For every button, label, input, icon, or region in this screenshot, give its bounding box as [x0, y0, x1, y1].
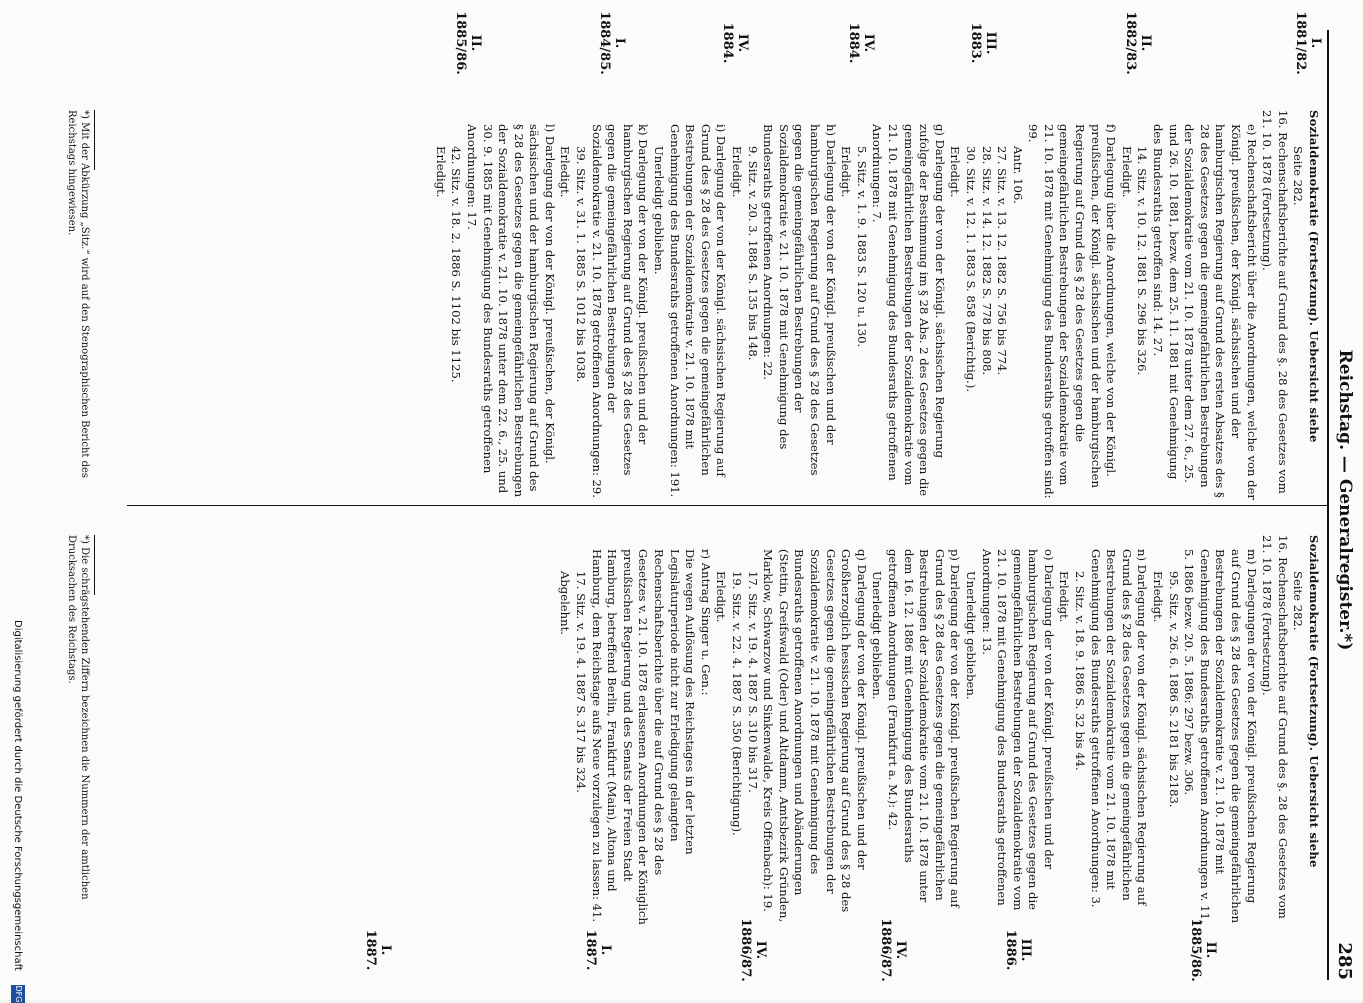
entry-e: e) Rechenschaftsbericht über die Anordnungen, welche von der Königl. preußischen, der Königl. sächsischen und der hamburgischen Regierung auf Grund des ersten Absatzes des § 28 des Gesetzes gegen die gemeingefährlichen Bestrebungen der Sozialdemokratie vom 21. 10. 1878 unter dem 27. 6., 25. und 26. 10. 1881, bezw. dem 25. 11. 1881 mit Genehmigung des Bundesraths getroffen sind: 14. 27.	[1151, 124, 1259, 500]
status: Erledigt.	[558, 146, 573, 198]
sitting-ref: 17. Sitz. v. 19. 4. 1887 S. 317 bis 324.	[574, 571, 589, 793]
status: Erledigt.	[1057, 571, 1072, 623]
status: Abgelehnt.	[558, 571, 573, 635]
sitting-ref: 2. Sitz. v. 18. 9. 1886 S. 32 bis 44.	[1073, 571, 1088, 771]
status: Erledigt.	[1151, 571, 1166, 623]
session-marker: IV. 1886/87.	[878, 918, 908, 982]
session-marker: I. 1887.	[583, 929, 613, 971]
status: Erledigt.	[433, 146, 448, 198]
session-marker: II. 1882/83.	[1123, 11, 1153, 75]
session-marker: III. 1883.	[968, 22, 998, 64]
entry-n: n) Darlegung der von der Königl. sächsischen Regierung auf Grund des § 28 des Gesetzes gegen die gemeingefährlichen Bestrebungen der Sozialdemokratie vom 21. 10. 1878 mit Genehmigung des Bundesraths getroffenen Anordnungen: 3.	[1088, 549, 1150, 908]
motion-ref: Antr. 106.	[1010, 146, 1025, 204]
status: Unerledigt geblieben.	[870, 571, 885, 700]
footnote-right: *) Die schrägstehenden Ziffern bezeichnen die Nummern der amtlichen Drucksachen des Reichstags.	[66, 535, 90, 900]
sitting-ref: 27. Sitz. v. 13. 12. 1882 S. 756 bis 774.	[995, 146, 1010, 376]
sitting-ref: 14. Sitz. v. 10. 12. 1881 S. 296 bis 326.	[1135, 146, 1150, 376]
session-marker: IV. 1886/87.	[738, 918, 768, 982]
entry-m: m) Darlegungen der von der Königl. preußischen Regierung auf Grund des § 28 des Gesetzes gegen die gemeingefährlichen Bestrebungen der Sozialdemokratie v. 21. 10. 1878 mit Genehmigung des Bundesraths getroffenen Anordnungen v. 11. 5. 1886 bezw. 20. 5. 1886: 297 bezw. 306.	[1182, 549, 1259, 924]
sitting-ref: 30. Sitz. v. 12. 1. 1883 S. 858 (Berichtig.).	[963, 146, 978, 393]
footnote-rule	[94, 535, 95, 595]
subsection-heading: 16. Rechenschaftsberichte auf Grund des §. 28 des Gesetzes vom 21. 10. 1878 (Fortsetzung).	[1260, 535, 1290, 919]
session-marker: II. 1885/86.	[453, 11, 483, 75]
entry-g: g) Darlegung der von der Königl. sächsischen Regierung zufolge der Bestimmung im § 28 Abs. 2 des Gesetzes gegen die gemeingefährlichen Bestrebungen der Sozialdemokratie vom 21. 10. 1878 mit Genehmigung des Bundesraths getroffenen Anordnungen: 7.	[870, 124, 947, 497]
status: Unerledigt geblieben.	[963, 571, 978, 700]
motion-text: Die wegen Auflösung des Reichstages in der letzten Legislaturperiode nicht zur Erledigung gelangten Rechenschaftsberichte über die auf Grund des § 28 des Gesetzes v. 21. 10. 1878 erlassenen Anordnungen der Königlich preußischen Regierung und des Senats der Freien Stadt Hamburg, betreffend Berlin, Frankfurt (Main), Altona und Hamburg, dem Reichstage aufs Neue vorzulegen zu lassen: 41.	[589, 549, 698, 925]
session-marker: IV. 1884.	[720, 22, 750, 64]
entry-p: p) Darlegung der von der Königl. preußischen Regierung auf Grund des § 28 des Gesetzes gegen die gemeingefährlichen Bestrebungen der Sozialdemokratie vom 21. 10. 1878 unter dem 16. 12. 1886 mit Genehmigung des Bundesraths getroffenen Anordnungen (Frankfurt a. M.): 42.	[885, 549, 963, 908]
session-marker: I. 1887.	[363, 929, 393, 971]
footnote-rule	[94, 110, 95, 170]
entry-r: r) Antrag Singer u. Gen.:	[698, 549, 713, 696]
entry-o: o) Darlegung der von der Königl. preußischen und der hamburgischen Regierung auf Grund des Gesetzes gegen die gemeingefährlichen Bestrebungen der Sozialdemokratie vom 21. 10. 1878 mit Genehmigung des Bundesraths getroffenen Anordnungen: 13.	[979, 549, 1056, 911]
section-heading: Sozialdemokratie (Fortsetzung). Uebersicht siehe	[1307, 535, 1321, 868]
left-column	[432, 110, 1321, 500]
running-head	[1329, 0, 1355, 1000]
session-marker: I. 1881/82.	[1293, 11, 1323, 75]
session-marker: II. 1885/86.	[1188, 918, 1218, 982]
digitization-credit: Digitalisierung gefördert durch die Deutsche Forschungsgemeinschaft	[12, 620, 23, 971]
column-divider	[127, 505, 1327, 506]
dfg-logo: DFG	[11, 985, 25, 1003]
sitting-ref: 39. Sitz. v. 31. 1. 1885 S. 1012 bis 1038.	[574, 146, 589, 383]
right-column	[557, 535, 1321, 925]
entry-l: l) Darlegung der von der Königl. preußischen, der Königl. sächsischen und der hamburgischen Regierung auf Grund des § 28 des Gesetzes gegen die gemeingefährlichen Bestrebungen der Sozialdemokratie v. 21. 10. 1878 unter dem 22. 6., 25. und 30. 9. 1885 mit Genehmigung des Bundesraths getroffenen Anordnungen: 17.	[464, 124, 557, 498]
text-line: Seite 282.	[1291, 571, 1306, 631]
header-rule	[1327, 30, 1329, 980]
sitting-ref: 42. Sitz. v. 18. 2. 1886 S. 1102 bis 1125.	[449, 146, 464, 383]
subsection-heading: 16. Rechenschaftsberichte auf Grund des §. 28 des Gesetzes vom 21. 10. 1878 (Fortsetzung).	[1260, 110, 1290, 494]
status: Erledigt.	[714, 571, 729, 623]
entry-q: q) Darlegung der von der Königl. preußischen und der Großherzoglich hessischen Regierung auf Grund des § 28 des Gesetzes gegen die gemeingefährlichen Bestrebungen der Sozialdemokratie v. 21. 10. 1878 mit Genehmigung des Bundesraths getroffenen Anordnungen und Abänderungen (Stettin, Greifswald (Oder) und Altdamm, Amtsbezirk Gründen, Marklow, Schwarzow und Sinkenwalde, Kreis Offenbach): 19.	[761, 549, 869, 923]
session-marker: IV. 1884.	[846, 22, 876, 64]
session-marker: I. 1884/85.	[597, 11, 627, 75]
section-heading: Sozialdemokratie (Fortsetzung). Uebersicht siehe	[1307, 110, 1321, 443]
entry-i: i) Darlegung der von der Königl. sächsischen Regierung auf Grund des § 28 des Gesetzes gegen die gemeingefährlichen Bestrebungen der Sozialdemokratie v. 21. 10. 1878 mit Genehmigung des Bundesraths getroffenen Anordnungen: 191.	[667, 124, 729, 498]
status: Erledigt.	[839, 146, 854, 198]
entry-k: k) Darlegung der von der Königl. preußischen und der hamburgischen Regierung auf Grund des § 28 des Gesetzes gegen die gemeingefährlichen Bestrebungen der Sozialdemokratie v. 21. 10. 1878 getroffenen Anordnungen: 29.	[589, 124, 651, 498]
sitting-ref: 17. Sitz. v. 19. 4. 1887 S. 310 bis 317.	[745, 571, 760, 793]
session-marker: III. 1886.	[1003, 929, 1033, 971]
status: Erledigt.	[948, 146, 963, 198]
sitting-ref: 95. Sitz. v. 26. 6. 1886 S. 2181 bis 2183.	[1166, 571, 1181, 808]
sitting-ref: 5. Sitz. v. 1. 9. 1883 S. 120 u. 130.	[854, 146, 869, 348]
status: Unerledigt geblieben.	[652, 146, 667, 275]
running-head-title: Reichstag. — Generalregister.*)	[1335, 349, 1355, 651]
status: Erledigt.	[730, 146, 745, 198]
sitting-ref: 19. Sitz. v. 22. 4. 1887 S. 350 (Berichtigung).	[730, 571, 745, 836]
page-number: 285	[1334, 942, 1355, 980]
sitting-ref: 28. Sitz. v. 14. 12. 1882 S. 778 bis 808.	[979, 146, 994, 376]
text-line: Seite 282.	[1291, 146, 1306, 206]
status: Erledigt.	[1119, 146, 1134, 198]
footnote-left: *) Mit der Abkürzung „Sitz.“ wird auf den Stenographischen Bericht des Reichstags hingewiesen.	[66, 110, 90, 479]
entry-f: f) Darlegung über die Anordnungen, welche von der Königl. preußischen, der Königl. sächsischen und der hamburgischen Regierung auf Grund des § 28 des Gesetzes gegen die gemeingefährlichen Bestrebungen der Sozialdemokratie vom 21. 10. 1878 mit Genehmigung des Bundesraths getroffen sind: 99.	[1026, 124, 1119, 499]
sitting-ref: 9. Sitz. v. 20. 3. 1884 S. 135 bis 148.	[745, 146, 760, 361]
entry-h: h) Darlegung der von der Königl. preußischen und der hamburgischen Regierung auf Grund des § 28 des Gesetzes gegen die gemeingefährlichen Bestrebungen der Sozialdemokratie v. 21. 10. 1878 mit Genehmigung des Bundesraths getroffenen Anordnungen: 22.	[761, 124, 838, 476]
